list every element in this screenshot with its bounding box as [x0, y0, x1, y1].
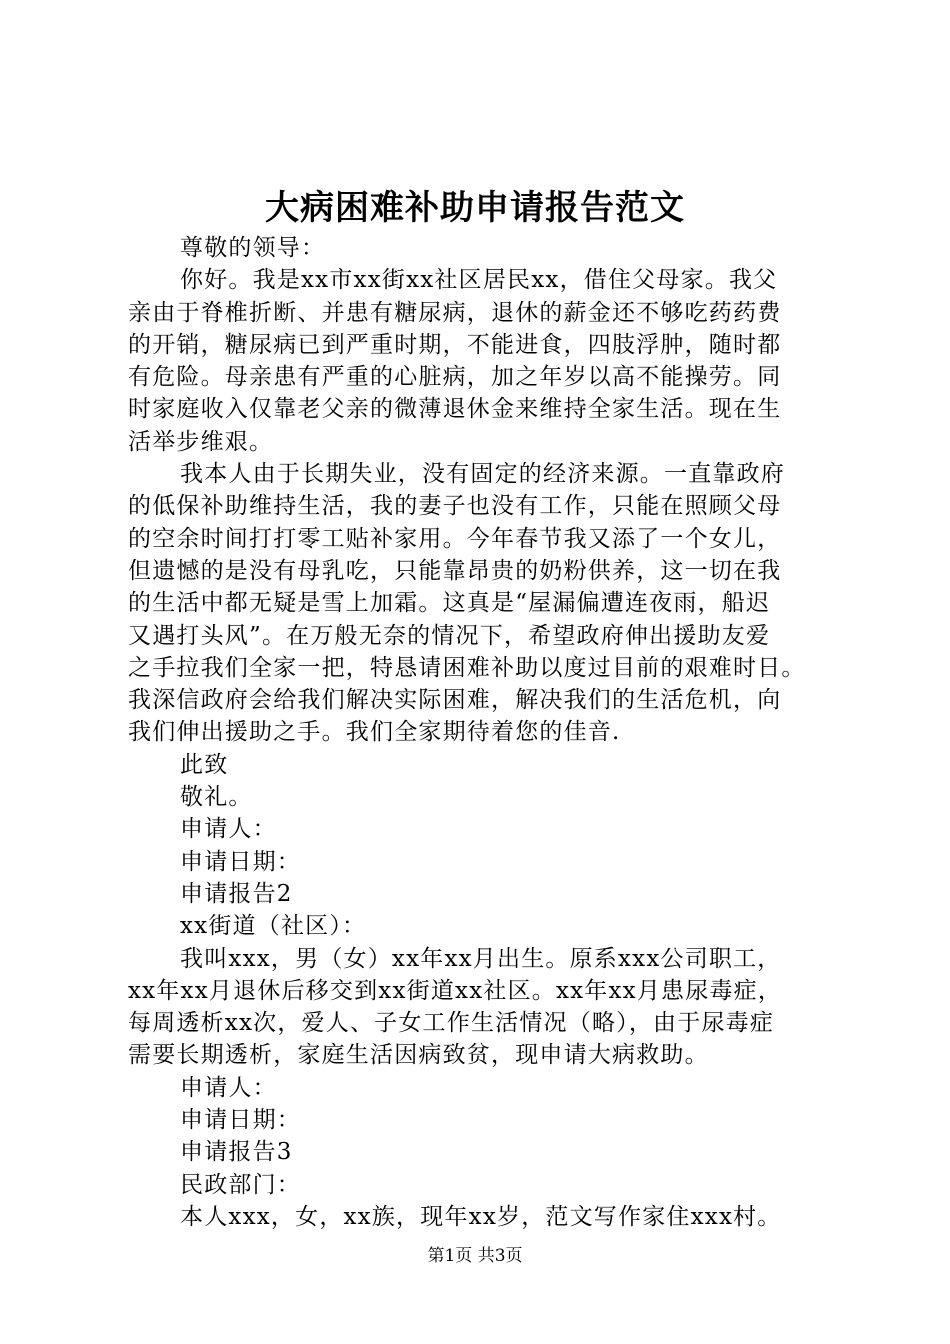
application-date-label: 申请日期：	[180, 848, 301, 875]
closing-line: 此致	[180, 751, 229, 778]
section-heading: 申请报告2	[180, 880, 293, 907]
page-footer: 第1页 共3页	[427, 1246, 523, 1266]
paragraph-line: 我叫xxx，男（女）xx年xx月出生。原系xxx公司职工，	[180, 945, 782, 972]
paragraph-line: 的空余时间打打零工贴补家用。今年春节我又添了一个女儿，	[128, 525, 782, 552]
applicant-label: 申请人：	[180, 816, 277, 843]
paragraph-line: 我本人由于长期失业，没有固定的经济来源。一直靠政府	[180, 461, 785, 488]
paragraph-line: 本人xxx，女，xx族，现年xx岁，范文写作家住xxx村。	[180, 1203, 782, 1230]
paragraph-line: 需要长期透析，家庭生活因病致贫，现申请大病救助。	[128, 1042, 709, 1069]
addressee-line: xx街道（社区）：	[180, 913, 367, 940]
paragraph-line: 有危险。母亲患有严重的心脏病，加之年岁以高不能操劳。同	[128, 364, 782, 391]
paragraph-line: 每周透析xx次，爱人、子女工作生活情况（略），由于尿毒症	[128, 1010, 775, 1037]
paragraph-line: 的开销，糖尿病已到严重时期，不能进食，四肢浮肿，随时都	[128, 331, 782, 358]
addressee-line: 民政部门：	[180, 1171, 301, 1198]
paragraph-line: 我深信政府会给我们解决实际困难，解决我们的生活危机，向	[128, 687, 782, 714]
application-date-label: 申请日期：	[180, 1107, 301, 1134]
applicant-label: 申请人：	[180, 1074, 277, 1101]
salutation-line: 尊敬的领导：	[180, 235, 326, 261]
document-title: 大病困难补助申请报告范文	[265, 188, 685, 228]
paragraph-line: 我们伸出援助之手。我们全家期待着您的佳音.	[128, 719, 621, 746]
document-body	[128, 232, 828, 1233]
paragraph-line: 时家庭收入仅靠老父亲的微薄退休金来维持全家生活。现在生	[128, 396, 782, 423]
paragraph-line: 的生活中都无疑是雪上加霜。这真是“屋漏偏遭连夜雨，船迟	[128, 590, 771, 617]
paragraph-line: 的低保补助维持生活，我的妻子也没有工作，只能在照顾父母	[128, 493, 782, 520]
paragraph-line: xx年xx月退休后移交到xx街道xx社区。xx年xx月患尿毒症，	[128, 977, 783, 1004]
closing-line: 敬礼。	[180, 784, 253, 811]
paragraph-line: 你好。我是xx市xx街xx社区居民xx，借住父母家。我父	[180, 267, 778, 294]
paragraph-line: 亲由于脊椎折断、并患有糖尿病，退休的薪金还不够吃药药费	[128, 299, 782, 326]
paragraph-line: 但遗憾的是没有母乳吃，只能靠昂贵的奶粉供养，这一切在我	[128, 557, 782, 584]
paragraph-line: 之手拉我们全家一把，特恳请困难补助以度过目前的艰难时日。	[128, 654, 806, 681]
section-heading: 申请报告3	[180, 1139, 293, 1166]
paragraph-line: 活举步维艰。	[128, 428, 274, 455]
paragraph-line: 又遇打头风”。在万般无奈的情况下，希望政府伸出援助友爱	[128, 622, 771, 649]
